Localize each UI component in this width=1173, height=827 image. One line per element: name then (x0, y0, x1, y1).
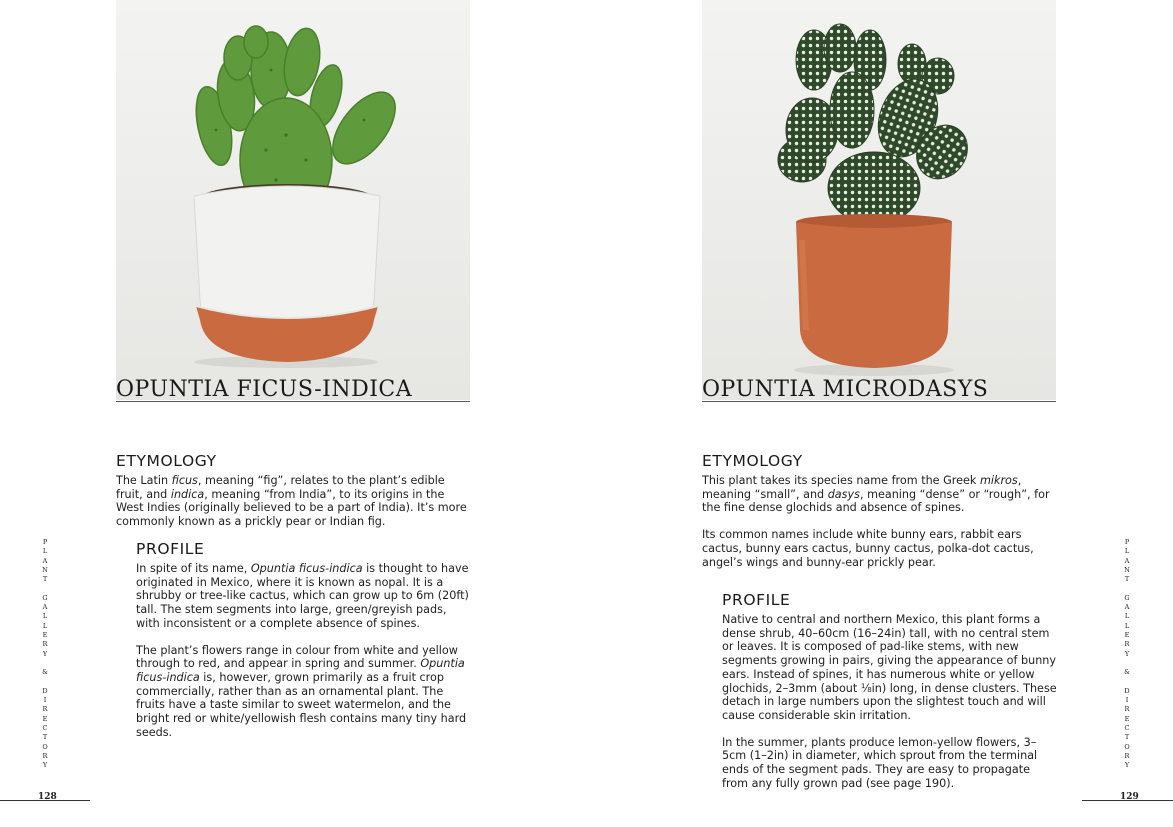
profile-heading: PROFILE (136, 540, 205, 558)
etymology-heading: ETYMOLOGY (116, 452, 217, 470)
etymology-text: This plant takes its species name from the Greek mikros, meaning “small”, and dasys, meaning “dense” or “rough”, for the fine dense glochids and absence of spines. Its common names include white bunny ears, rabbit ears cactus, bunny ears cactus, bunny cactus, polka-dot cactus, angel’s wings and bunny-ear prickly pear. (702, 474, 1050, 569)
page-number: 129 (1120, 792, 1139, 802)
profile-text: Native to central and northern Mexico, this plant forms a dense shrub, 40–60cm (16–24in) tall, with no central stem or leaves. It is composed of pad-like stems, with new segments growing in pairs, giving the appearance of bunny ears. Instead of spines, it has numerous white or yellow glochids, 2–3mm (about ⅛in) long, in dense clusters. These detach in large numbers upon the slightest touch and will cause considerable skin irritation. In the summer, plants produce lemon-yellow flowers, 3–5cm (1–2in) in diameter, which sprout from the terminal ends of the segment pads. They are easy to propagate from any fully grown pad (see page 190). (722, 613, 1057, 790)
opuntia-microdasys-photo (702, 0, 1056, 400)
plant-title: OPUNTIA MICRODASYS (702, 377, 1056, 402)
etymology-heading: ETYMOLOGY (702, 452, 803, 470)
profile-heading: PROFILE (722, 591, 791, 609)
section-side-label: P L A N T G A L L E R Y & D I R E C T O R Y (1124, 538, 1130, 770)
page-number: 128 (38, 792, 57, 802)
opuntia-ficus-indica-photo (116, 0, 470, 400)
plant-title: OPUNTIA FICUS-INDICA (116, 377, 470, 402)
left-page (0, 0, 586, 827)
profile-text: In spite of its name, Opuntia ficus-indica is thought to have originated in Mexico, where it is known as nopal. It is a shrubby or tree-like cactus, which can grow up to 6m (20ft) tall. The stem segments into large, green/greyish pads, with inconsistent or a complete absence of spines. The plant’s flowers range in colour from white and yellow through to red, and appear in spring and summer. Opuntia ficus-indica is, however, grown primarily as a fruit crop commercially, rather than as an ornamental plant. The fruits have a taste similar to sweet watermelon, and the bright red or white/yellowish flesh contains many tiny hard seeds. (136, 562, 469, 739)
right-page (586, 0, 1173, 827)
etymology-text: The Latin ficus, meaning “fig”, relates to the plant’s edible fruit, and indica, meaning “from India”, to its origins in the West Indies (originally believed to be a part of India). It’s more commonly known as a prickly pear or Indian fig. (116, 474, 467, 529)
section-side-label: P L A N T G A L L E R Y & D I R E C T O R Y (42, 538, 48, 770)
